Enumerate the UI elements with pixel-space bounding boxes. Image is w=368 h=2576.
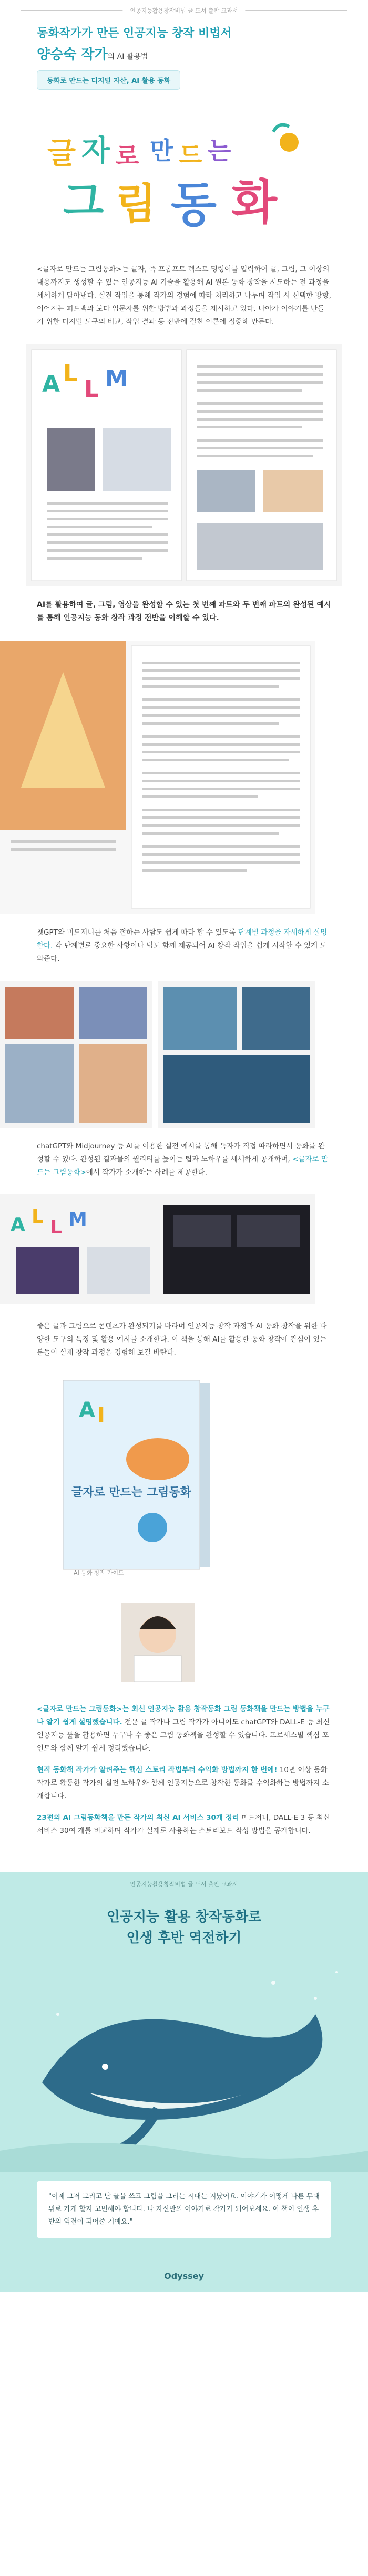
banner-title-line-1: 인공지능 활용 창작동화로 [106, 1909, 262, 1925]
photo [79, 987, 147, 1039]
thumbnail [103, 428, 171, 491]
banner-series: 인공지능활용창작비법 글 도서 출판 교과서 [130, 1880, 238, 1888]
feature-body: 10년 이상 동화작가로 활동한 작가의 실전 노하우와 함께 인공지능으로 창작한 동화를 수익화하는 방법까지 소개합니다. [37, 1765, 329, 1800]
intro-text: <글자로 만드는 그림동화>는 글자, 즉 프롬프트 텍스트 명령어를 입력하여 글, 그림, 그 이상의 내용까지도 생성할 수 있는 인공지능 AI 기술을 활용해 AI 원본 동화 창작을 시도하는 전 과정을 세세하게 담아낸다. 실전 작업을 통해 작가의 경험에 따라 처리하고 나누며 작업 시 선택한 방향, 이어지는 피드백과 보다 입문자를 위한 방법과 과정들을 제시하고 있다. 나아가 이야기를 만들기 위한 디지털 도구의 비교, 작업 결과 등 전반에 걸친 이론에 집중해 만든다. [37, 265, 331, 326]
author-suffix: 의 AI 활용법 [107, 53, 148, 61]
para-d: 좋은 글과 그림으로 콘텐츠가 완성되기를 바라며 인공지능 창작 과정과 AI 동화 창작을 위한 다양한 도구의 특징 및 활용 예시를 소개한다. 이 책을 통해 AI를 활용한 동화 창작에 관심이 있는 분들이 실제 창작 과정을 경험해 보길 바란다. [37, 1322, 327, 1357]
para-a: AI를 활용하여 글, 그림, 영상을 완성할 수 있는 첫 번째 파트와 두 번째 파트의 완성된 예시를 통해 인공지능 동화 창작 과정 전반을 이해할 수 있다. [37, 600, 331, 623]
photo [79, 1044, 147, 1123]
alphabet-letter: L [63, 360, 78, 387]
thumbnail [197, 523, 323, 570]
logo-char: 자 [81, 134, 110, 168]
logo-area [0, 100, 368, 258]
thumbnail [47, 428, 95, 491]
para-c-text: 에서 작가가 소개하는 사례를 제공한다. [86, 1168, 207, 1177]
para-b [0, 916, 368, 976]
sun-icon [280, 133, 299, 152]
feature-item [37, 1703, 331, 1755]
alphabet-letter: L [50, 1217, 62, 1239]
whale-eye [102, 2064, 108, 2070]
feature-headline: 현직 동화책 작가가 알려주는 핵심 스토리 작법부터 수익화 방법까지 한 번에! [37, 1765, 278, 1774]
logo-char: 드 [179, 141, 202, 169]
thumbnail [263, 470, 323, 512]
book-spread-1 [26, 344, 342, 586]
photo [163, 987, 237, 1050]
book-cover-visual [0, 1370, 315, 1590]
feature-item [37, 1811, 331, 1838]
fish-illustration [126, 1438, 189, 1480]
whale-illustration [0, 1951, 368, 2172]
photo [242, 987, 310, 1050]
thumbnail [197, 470, 255, 512]
subtitle [37, 24, 331, 40]
logo-char: 그 [63, 177, 104, 226]
alphabet-letter: L [32, 1206, 44, 1228]
book-title-logo [42, 100, 326, 258]
banner-title-line-2: 인생 후반 역전하기 [126, 1930, 242, 1946]
hero [0, 24, 368, 90]
photo-grid [0, 981, 315, 1128]
swirl-icon [273, 125, 289, 132]
para-c [0, 1130, 368, 1189]
photo [5, 987, 74, 1039]
alphabet-letter: A [11, 1214, 25, 1236]
thumbnail [87, 1247, 150, 1294]
author-line [37, 44, 331, 63]
series-label: 인공지능활용창작비법 글 도서 출판 교과서 [122, 6, 245, 15]
child-photo-area [0, 1598, 315, 1687]
cover-letter: I [97, 1403, 105, 1428]
logo-char: 는 [208, 137, 231, 165]
logo-char: 로 [116, 142, 139, 170]
photo [163, 1055, 310, 1123]
alphabet-letter: M [68, 1209, 87, 1231]
alphabet-letter: M [105, 365, 128, 392]
logo-char: 만 [150, 137, 173, 165]
subtitle-text: 동화작가가 만든 인공지능 창작 비법서 [37, 27, 232, 40]
alphabet-letter: L [84, 375, 99, 403]
publisher-logo: Odyssey [164, 2270, 204, 2281]
footer-banner [0, 1872, 368, 2292]
feature-headline: <글자로 만드는 그림동화>는 최신 인공지능 활용 창작동화 그림 동화책을 만드는 방법을 누구나 알기 쉽게 설명했습니다. [37, 1704, 330, 1726]
cover-caption: AI 동화 창작 가이드 [74, 1569, 124, 1576]
para-b-highlight: 단계별 과정을 자세하게 설명한다. [37, 928, 328, 950]
thumbnail [16, 1247, 79, 1294]
feature-body: 미드저니, DALL-E 3 등 최신 서비스 30여 개를 비교하며 작가가 실제로 사용하는 스토리보드 작성 방법을 공개합니다. [37, 1813, 330, 1835]
round-badge [138, 1513, 167, 1542]
wave [0, 2143, 368, 2172]
tagline-pill: 동화로 만드는 디지털 자산, AI 활용 동화 [37, 70, 180, 90]
author-name: 양승숙 작가 [37, 47, 108, 62]
book-spread-3 [0, 1194, 315, 1304]
logo-char: 화 [231, 175, 277, 230]
para-c-highlight: <글자로 만드는 그림동화> [37, 1155, 328, 1177]
feature-item [37, 1764, 331, 1803]
para-c-text: chatGPT와 Midjourney 등 AI를 이용한 실전 예시를 통해 독자가 직접 따라하면서 동화를 완성할 수 있다. 완성된 결과물의 퀄리티를 높이는 팁과 노하우를 세세하게 공개하며, [37, 1142, 325, 1164]
logo-char: 동 [171, 177, 217, 233]
cover-title: 글자로 만드는 그림동화 [71, 1485, 191, 1499]
series-line [0, 0, 368, 21]
logo-char: 글 [47, 137, 76, 171]
alphabet-letter: A [42, 370, 60, 397]
banner-quote: "이제 그저 그리고 난 글을 쓰고 그림을 그리는 시대는 지났어요. 이야기가 어떻게 다른 무대 위로 가게 할지 고민해야 합니다. 나 자신만의 이야기로 작가가 되어보세요. 이 책이 인생 후반의 역전이 되어줄 거예요." [37, 2181, 331, 2238]
feature-headline: 23편의 AI 그림동화책을 만든 작가의 최신 AI 서비스 30개 정리 [37, 1813, 239, 1822]
cover-letter: A [79, 1398, 95, 1422]
feature-list [0, 1689, 368, 1851]
para-b-text: 각 단계별로 중요한 사항이나 팁도 함께 제공되어 AI 창작 작업을 쉽게 시작할 수 있게 도와준다. [37, 941, 327, 964]
para-b-text: 챗GPT와 미드저니를 처음 접하는 사람도 쉽게 따라 할 수 있도록 [37, 928, 238, 937]
book-spread-2 [0, 641, 315, 914]
book-spine [200, 1383, 210, 1567]
logo-char: 림 [116, 180, 157, 228]
feature-body: 전문 글 작가나 그림 작가가 아니어도 chatGPT와 DALL-E 등 최신 인공지능 툴을 활용하면 누구나 수 좋은 그림 동화책을 완성할 수 있습니다. 프로세스별 핵심 포인트와 함께 알기 쉽게 정리했습니다. [37, 1718, 330, 1753]
book-spread-image [26, 344, 342, 586]
photo [5, 1044, 74, 1123]
